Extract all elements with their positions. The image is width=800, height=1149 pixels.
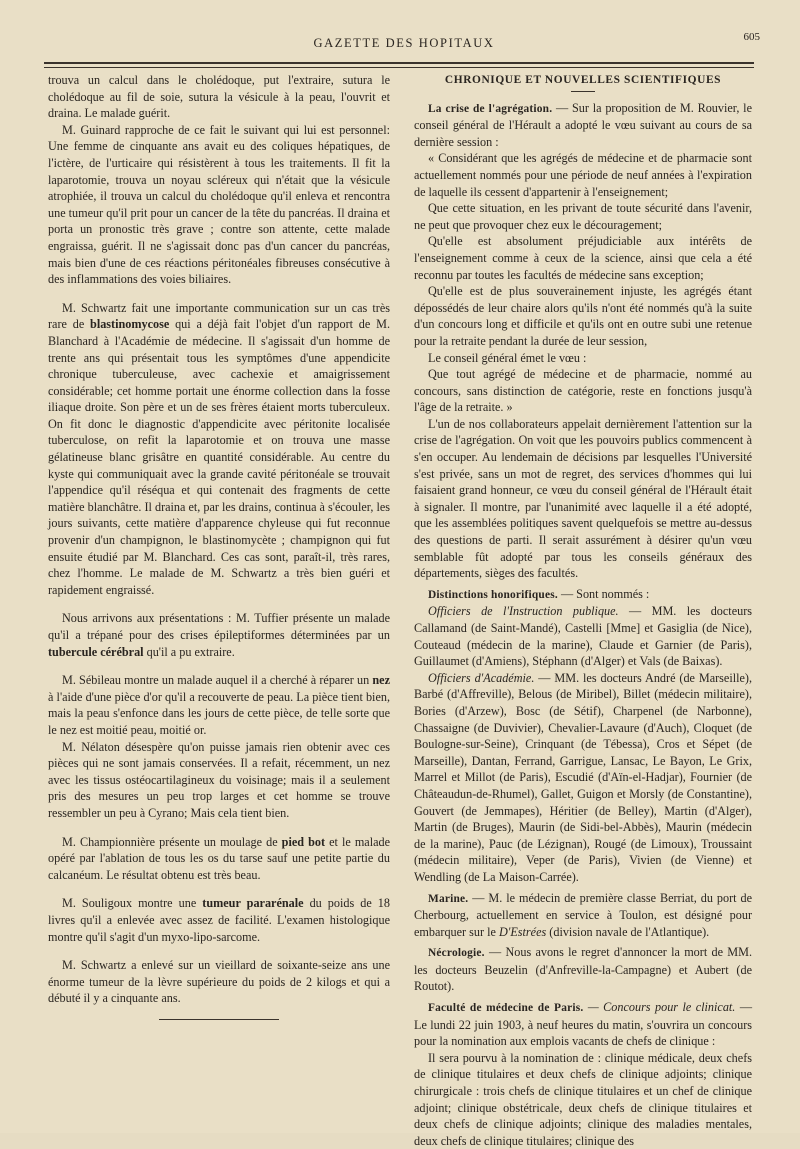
paragraph-schwartz-blastinomycose: M. Schwartz fait une importante communication sur un cas très rare de blastinomycose qui a déjà fait l'objet d'un rapport de M. Blanchard à l'Académie de médecine. Il s'agissait d'un homme de trente ans qui présentait tous les symptômes d'une appendicite chronique tuberculeuse, avec cachexie et amaigrissement considérable; cet homme portait une énorme collection dans la fosse iliaque droite. Son père et un de ses frères étaient morts tuberculeux. On fit donc le diagnostic d'appendicite avec péritonite localisée tuberculose, on refit la laparotomie et on trouva une masse gélatineuse blanc grisâtre en quantité considérable. Au centre du kyste qui communiquait avec la grande cavité péritonéale se trouvait l'appendice qu'il réséqua et qui contenait des fragments de cette matière blanchâtre. Il draina et, par les drains, continua à s'écouler, les jours suivants, cette matière d'apparence chyleuse qui fut reconnue provenir d'un champignon, le blastinomycète ; champignon qui fut ensuite étudié par M. Blanchard. Ces cas sont, paraît-il, très rares, chez l'homme. Le malade de M. Schwartz a très bien guéri et rapidement engraissé. bbox=[48, 300, 390, 597]
term-blastinomycose: blastinomycose bbox=[90, 317, 170, 332]
heading-necrologie: Nécrologie. bbox=[428, 947, 485, 960]
paragraph-officiers-academie: Officiers d'Académie. — MM. les docteurs André (de Marseille), Barbé (d'Affreville), Belous (de Miribel), Billet (médecin militaire), Bories (d'Arzew), Bosc (de Sétif), Charpenel (de Narbonne), Chassaigne (de Duvivier), Chevalier-Lavaure (d'Auch), Cloquet (de Boulogne-sur-Seine), Crinquant (de Tébessa), Cros et Sépet (de Marseille), Dantan, Ferrand, Garrigue, Lansac, Le Bayon, Le Grix, Marrel et Millot (de Paris), Escudié (d'Aïn-el-Hadjar), Fournier (de Châteaudun-de-Rhumel), Gallet, Guigon et Morsly (de Constantine), Gouvert (de Jemmapes), Héritier (de Belley), Martin (d'Alger), Martin (de Bruges), Maurin (de Sidi-bel-Abbès), Maurin (médecin de la marine), Pauc (de Lézignan), Rougé (de Limoux), Troussaint (médecin militaire), Veper (de Paris), Vivien (de Vienne) et Wendling (de La Maison-Carrée). bbox=[414, 670, 752, 884]
term-tubercule-cerebral: tubercule cérébral bbox=[48, 644, 144, 659]
paragraph-necrologie: Nécrologie. — Nous avons le regret d'annoncer la mort de MM. les docteurs Beuzelin (d'Anfreville-la-Campagne) et Aubert (de Routot). bbox=[414, 945, 752, 994]
heading-distinctions: Distinctions honorifiques. bbox=[428, 588, 558, 601]
paragraph-faculte: Faculté de médecine de Paris. — Concours pour le clinicat. — Le lundi 22 juin 1903, à neuf heures du matin, s'ouvrira un concours pour la nomination aux emplois vacants de chefs de clinique : bbox=[414, 1000, 753, 1049]
paragraph-agregation-commentaire: L'un de nos collaborateurs appelait dernièrement l'attention sur la crise de l'agrégation. On voit que les pouvoirs publics commencent à s'en occuper. Au lendemain de décisions par lesquelles l'Université s'est privée, sans un mot de regret, des services d'hommes qui lui faisaient grand honneur, ce vœu du conseil général de l'Hérault était à signaler. Il montre, par l'unanimité avec laquelle il a été adopté, que les assemblées politiques savent quelquefois se mettre au-dessus des questions de parti. Il serait assurément à désirer qu'un vœu semblable fût adopté par tous les conseils généraux des départements, sièges des facultés. bbox=[414, 416, 752, 581]
paragraph-agregation-prejudiciable: Qu'elle est absolument préjudiciable aux intérêts de l'enseignement comme à ceux de la science, ainsi que cela a été reconnu par toutes les facultés de médecine sans exception; bbox=[414, 234, 752, 282]
header-rule bbox=[44, 62, 754, 68]
paragraph-souligoux: M. Souligoux montre une tumeur pararénale du poids de 18 livres qu'il a enlevée avec assez de facilité. L'examen histologique montre qu'il s'agit d'un myxo-lipo-sarcome. bbox=[48, 896, 390, 944]
journal-title: GAZETTE DES HOPITAUX bbox=[313, 36, 495, 50]
paragraph-agregation-intro: La crise de l'agrégation. — Sur la proposition de M. Rouvier, le conseil général de l'Hérault a adopté le vœu suivant au cours de sa dernière session : bbox=[414, 100, 752, 149]
paragraph-nelaton: M. Nélaton désespère qu'on puisse jamais rien obtenir avec ces pièces qui ne sont jamais conservées. Il a refait, récemment, un nez avec les tissus ostéocartilagineux du voisinage; mais il a seulement pris des mesures un peu trop larges et cet homme se trouve ressembler un peu à Cyrano; Mais cela tient bien. bbox=[48, 739, 390, 820]
paragraph-guinard: M. Guinard rapproche de ce fait le suivant qui lui est personnel: Une femme de cinquante ans avait eu des coliques hépatiques, de l'ictère, de l'urticaire qui résistèrent à tous les traitements. Il fit la laparotomie, trouva un noyau scléreux qui n'était que la vésicule atrophiée, il trouva un calcul du cholédoque qu'il enleva et rencontra une tumeur qu'il prit pour un cancer de la tête du pancréas. Il draina et porta un pronostic très grave ; contre son attente, cette malade engraissa, guérit. Il ne s'agissait donc pas d'un cancer du pancréas, mais bien d'une de ces réactions péritonéales fibreuses consécutive à des inflammations des voies biliaires. bbox=[48, 122, 390, 287]
paragraph-schwartz-tumeur: M. Schwartz a enlevé sur un vieillard de soixante-seize ans une énorme tumeur de la lèvre supérieure du poids de 2 kilogs et qui a débuté il y a cinquante ans. bbox=[48, 958, 390, 1006]
left-column bbox=[48, 72, 390, 1093]
paragraph-agregation-considerant: « Considérant que les agrégés de médecine et de pharmacie sont actuellement nommés pour une période de neuf années à l'expiration de laquelle ils cessent d'appartenir à l'enseignement; bbox=[414, 151, 752, 199]
section-title: CHRONIQUE ET NOUVELLES SCIENTIFIQUES bbox=[444, 74, 722, 86]
end-rule bbox=[159, 1019, 279, 1020]
term-tumeur-pararenale: tumeur pararénale bbox=[202, 896, 304, 911]
paragraph-distinctions: Distinctions honorifiques. — Sont nommés : bbox=[428, 586, 650, 601]
page-number: 605 bbox=[743, 31, 760, 43]
paragraph-agregation-voeu: Le conseil général émet le vœu : bbox=[428, 350, 587, 365]
page-header bbox=[48, 28, 760, 62]
paragraph-calcul: trouva un calcul dans le cholédoque, put l'extraire, sutura le cholédoque au fil de soie, sutura la vésicule à la peau, l'ouvrit et draina. Le malade guérit. bbox=[48, 73, 390, 121]
section-rule bbox=[571, 91, 595, 92]
paragraph-agregation-retraite: Que tout agrégé de médecine et de pharmacie, nommé au concours, sans distinction de catégorie, reste en fonctions jusqu'à l'âge de la retraite. » bbox=[414, 367, 752, 415]
paragraph-agregation-situation: Que cette situation, en les privant de toute sécurité dans l'avenir, ne peut que provoquer chez eux le découragement; bbox=[414, 201, 752, 232]
paragraph-faculte-nomination: Il sera pourvu à la nomination de : clinique médicale, deux chefs de clinique titulaires et deux chefs de clinique adjoints; clinique chirurgicale : trois chefs de clinique titulaires et un chef de clinique adjoint; clinique obstétricale, deux chefs de clinique titulaires et deux chefs de clinique adjoints; clinique des maladies mentales, deux chefs de clinique titulaires; clinique des bbox=[414, 1050, 752, 1148]
heading-agregation: La crise de l'agrégation. bbox=[428, 102, 553, 115]
paragraph-championniere: M. Championnière présente un moulage de pied bot et le malade opéré par l'ablation de tous les os du tarse sauf une petite partie du calcanéum. Le résultat obtenu est très beau. bbox=[48, 834, 391, 882]
term-nez: nez bbox=[372, 673, 390, 688]
paragraph-officiers-instruction: Officiers de l'Instruction publique. — MM. les docteurs Callamand (de Saint-Mandé), Castelli [Mme] et Gasiglia (de Nice), Couteaud (médecin de la marine), Claude et Garnier (de Paris), Guillaumet (d'Amiens), Stéphann (d'Alger) et Vals (de Baixas). bbox=[414, 604, 752, 669]
paragraph-tuffier: Nous arrivons aux présentations : M. Tuffier présente un malade qu'il a trépané pour des crises épileptiformes déterminées par un tubercule cérébral qu'il a pu extraire. bbox=[48, 611, 390, 659]
paragraph-agregation-injuste: Qu'elle est de plus souverainement injuste, les agrégés étant dépossédés de leur chaire alors qu'ils n'ont été nommés qu'à la suite d'un concours long et difficile et qu'ils ont en outre subi une retenue pour la retraite pendant la durée de leur session, bbox=[414, 284, 752, 348]
heading-marine: Marine. bbox=[428, 892, 469, 905]
paragraph-marine: Marine. — M. le médecin de première classe Berriat, du port de Cherbourg, actuellement en service à Toulon, est désigné pour embarquer sur le D'Estrées (division navale de l'Atlantique). bbox=[414, 890, 752, 939]
heading-faculte: Faculté de médecine de Paris. bbox=[428, 1002, 584, 1015]
paragraph-sebileau: M. Sébileau montre un malade auquel il a cherché à réparer un nez à l'aide d'une pièce d'or qu'il a recouverte de peau. La pièce tient bien, mais la peau s'enfonce dans les jours de cette pièce, de telle sorte que le nez est moitié peau, moitié or. bbox=[48, 673, 390, 737]
right-column bbox=[414, 72, 753, 1148]
term-pied-bot: pied bot bbox=[281, 834, 326, 849]
